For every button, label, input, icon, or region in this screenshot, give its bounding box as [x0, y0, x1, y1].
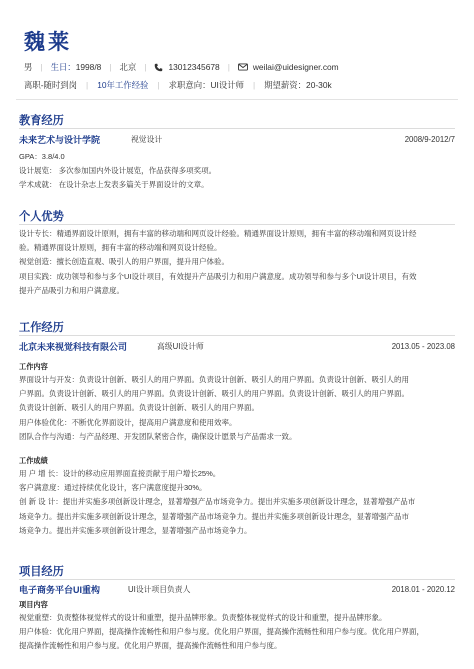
birthday-value: 1998/8	[75, 62, 102, 72]
major: 视觉设计	[131, 134, 163, 144]
work-date: 2013.05 - 2023.08	[391, 341, 455, 351]
candidate-name: 魏莱	[24, 31, 72, 54]
project-content-line: 用户体验：优化用户界面，提高操作流畅性和用户参与度。优化用户界面，提高操作流畅性和用户参与度。优化用户界面，	[19, 627, 424, 637]
work-content-line: 界面设计与开发：负责设计创新、吸引人的用户界面。负责设计创新、吸引人的用户界面。负责设计创新、吸引人的用	[19, 375, 409, 384]
work-section-title: 工作经历	[19, 322, 64, 334]
section-divider	[19, 335, 455, 336]
project-content-text	[19, 611, 457, 654]
work-content-text	[19, 373, 457, 444]
strength-line: 视觉创造：擅长创造直观、吸引人的用户界面，提升用户体验。	[19, 257, 229, 267]
work-experience-years: 10年工作经验	[97, 80, 149, 90]
education-details	[19, 150, 457, 193]
school-name: 未来艺术与设计学院	[19, 134, 101, 145]
strengths-text	[19, 227, 457, 298]
job-intent: 求职意向：UI设计师	[168, 80, 244, 90]
separator: |	[40, 62, 43, 72]
exhibition-line: 设计展览： 多次参加国内外设计展览，作品获得多项奖项。	[19, 166, 217, 176]
strength-line: 验。精通界面设计原则，拥有丰富的移动端和网页设计经验。	[19, 243, 222, 253]
education-date: 2008/9-2012/7	[404, 134, 455, 144]
separator: |	[157, 80, 160, 90]
gender: 男	[24, 62, 33, 72]
work-result-line: 场竞争力。提出并实施多项创新设计理念，显著增强产品市场竞争力。	[19, 525, 252, 535]
project-entry	[19, 581, 455, 597]
work-content-label: 工作内容	[19, 362, 48, 371]
project-content-line: 视觉重塑：负责整体视觉样式的设计和重塑，提升品牌形象。负责整体视觉样式的设计和重塑，提升品牌形象。	[19, 613, 387, 622]
job-info-row	[24, 77, 332, 93]
section-divider	[19, 128, 455, 129]
project-content-line: 提高操作流畅性和用户参与度。优化用户界面，提高操作流畅性和用户参与度。	[19, 641, 282, 651]
project-name: 电子商务平台UI重构	[19, 584, 101, 595]
work-result-line: 场竞争力。提出并实施多项创新设计理念，显著增强产品市场竞争力。提出并实施多项创新设计理念，显著增强产品市	[19, 511, 409, 521]
city: 北京	[119, 62, 137, 72]
section-divider	[19, 579, 455, 580]
separator: |	[144, 62, 147, 72]
email-address: weilai@uidesigner.com	[252, 62, 339, 72]
academic-line: 学术成就： 在设计杂志上发表多篇关于界面设计的文章。	[19, 180, 209, 190]
gpa-line: GPA：3.8/4.0	[19, 152, 65, 161]
strength-line: 项目实践：成功领导和参与多个UI设计项目，有效提升产品吸引力和用户满意度。成功领导和参与多个UI设计项目，有效	[19, 271, 417, 281]
work-entry	[19, 338, 455, 354]
work-result-label: 工作成绩	[19, 456, 48, 465]
work-result-text	[19, 467, 457, 538]
header-divider	[16, 99, 458, 100]
separator: |	[109, 62, 112, 72]
projects-section-title: 项目经历	[19, 566, 64, 578]
work-content-line: 团队合作与沟通：与产品经理、开发团队紧密合作，确保设计愿景与产品需求一致。	[19, 431, 297, 441]
work-result-line: 创 新 设 计：提出并实施多项创新设计理念，显著增强产品市场竞争力。提出并实施多项创新设计理念，显著增强产品市	[19, 497, 416, 507]
phone-icon	[154, 63, 163, 72]
availability-status: 离职-随时到岗	[24, 80, 78, 90]
work-content-line: 户界面。负责设计创新、吸引人的用户界面。负责设计创新、吸引人的用户界面。负责设计创新、吸引人的用户界面。	[19, 389, 409, 399]
work-content-line: 用户体验优化：不断优化界面设计，提高用户满意度和使用效率。	[19, 417, 237, 427]
separator: |	[227, 62, 230, 72]
strengths-section-title: 个人优势	[19, 211, 64, 223]
strength-line: 设计专长：精通界面设计原则，拥有丰富的移动端和网页设计经验。精通界面设计原则，拥有丰富的移动端和网页设计经	[19, 229, 417, 238]
mail-icon	[238, 63, 248, 71]
separator: |	[86, 80, 89, 90]
education-section-title: 教育经历	[19, 115, 64, 127]
work-content-line: 负责设计创新、吸引人的用户界面。负责设计创新、吸引人的用户界面。	[19, 403, 259, 413]
job-title: 高级UI设计师	[157, 341, 204, 351]
work-result-line: 客户满意度：通过持续优化设计，客户满意度提升30%。	[19, 483, 207, 493]
birthday-label: 生日：	[50, 62, 76, 72]
company-name: 北京未来视觉科技有限公司	[19, 341, 128, 352]
education-entry	[19, 131, 455, 147]
strength-line: 提升产品吸引力和用户满意度。	[19, 285, 124, 295]
section-divider	[19, 224, 455, 225]
expected-salary: 期望薪资：20-30k	[264, 80, 332, 90]
project-content-label: 项目内容	[19, 600, 48, 609]
project-date: 2018.01 - 2020.12	[391, 584, 455, 594]
basic-info-row	[24, 60, 339, 74]
separator: |	[253, 80, 256, 90]
work-result-line: 用 户 增 长：设计的移动应用界面直接贡献于用户增长25%。	[19, 469, 221, 478]
phone-number: 13012345678	[168, 62, 220, 72]
project-role: UI设计项目负责人	[128, 584, 191, 594]
